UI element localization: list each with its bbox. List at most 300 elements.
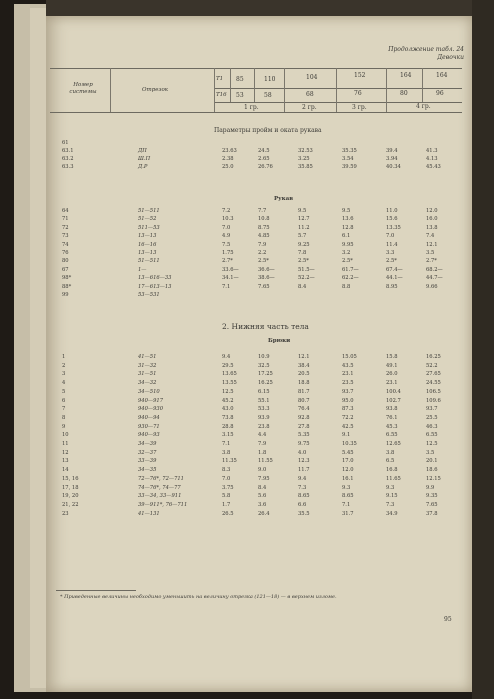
- value-cell: 9.25: [298, 241, 310, 248]
- size-top-1: 85: [236, 76, 244, 83]
- value-cell: 29.5: [222, 362, 234, 369]
- segment-cell: 53—531: [138, 292, 160, 298]
- row-number: 4: [62, 380, 66, 387]
- value-cell: 1.75: [222, 250, 234, 256]
- value-cell: 1.8: [258, 449, 267, 456]
- row-number: 63.3: [62, 164, 74, 170]
- head-vline-6: [336, 68, 337, 112]
- subtitle-label: Девочки: [437, 54, 464, 61]
- segment-cell: 13—13: [138, 233, 157, 240]
- value-cell: 4.4: [258, 432, 267, 439]
- value-cell: 8.65: [298, 493, 310, 500]
- value-cell: 43.0: [222, 406, 234, 413]
- book-page: [46, 16, 472, 692]
- value-cell: 81.7: [298, 388, 310, 395]
- row-number: 8: [62, 414, 66, 421]
- value-cell: 9.95: [342, 241, 354, 248]
- value-cell: 7.0: [222, 224, 231, 231]
- segment-cell: 1—: [138, 266, 147, 273]
- params-section-title: Параметры пройм и оката рукава: [214, 127, 322, 134]
- value-cell: 7.0: [222, 475, 231, 482]
- head-vline-4: [254, 68, 255, 102]
- value-cell: 12.5: [426, 441, 438, 447]
- value-cell: 2.7*: [222, 258, 233, 265]
- value-cell: 52.2—: [298, 275, 315, 282]
- value-cell: 7.9: [258, 241, 267, 248]
- value-cell: 3.3: [386, 250, 395, 256]
- value-cell: 9.4: [222, 354, 231, 360]
- value-cell: 24.55: [426, 380, 441, 387]
- value-cell: 38.4: [298, 362, 310, 369]
- row-number: 63.2: [62, 156, 74, 162]
- value-cell: 2.5*: [342, 258, 353, 265]
- segment-cell: 51—52: [138, 216, 157, 223]
- row-number: 88*: [62, 283, 72, 290]
- value-cell: 5.6: [258, 493, 267, 500]
- value-cell: 7.0: [386, 233, 395, 240]
- value-cell: 39.4: [386, 148, 398, 154]
- value-cell: 36.6—: [258, 266, 275, 273]
- row-number: 21, 22: [62, 501, 79, 508]
- value-cell: 40.34: [386, 164, 401, 170]
- value-cell: 3.5: [426, 449, 435, 456]
- value-cell: 45.2: [222, 397, 234, 404]
- value-cell: 80.7: [298, 397, 310, 404]
- group-1: 1 гр.: [244, 104, 259, 111]
- value-cell: 8.8: [342, 283, 351, 290]
- value-cell: 8.65: [342, 493, 354, 500]
- value-cell: 76.4: [298, 406, 310, 413]
- table-continuation-header: [388, 46, 464, 62]
- value-cell: 25.0: [222, 164, 234, 170]
- segment-cell: 31—32: [138, 362, 157, 369]
- value-cell: 32.5: [258, 362, 270, 369]
- value-cell: 42.5: [342, 423, 354, 430]
- value-cell: 72.2: [342, 414, 354, 421]
- value-cell: 44.1—: [386, 275, 403, 282]
- value-cell: 2.5*: [298, 258, 309, 265]
- value-cell: 10.3: [222, 216, 234, 223]
- value-cell: 27.8: [298, 423, 310, 430]
- value-cell: 4.9: [222, 233, 231, 240]
- height-label-top: Т1: [216, 76, 224, 82]
- value-cell: 12.65: [386, 441, 401, 447]
- trousers-section-title: Брюки: [268, 338, 291, 344]
- segment-cell: 39—911*, 76—711: [138, 501, 188, 508]
- value-cell: 2.65: [258, 156, 270, 162]
- value-cell: 35.85: [298, 164, 313, 170]
- value-cell: 92.8: [298, 414, 310, 421]
- segment-cell: 940—930: [138, 406, 163, 413]
- row-number: 67: [62, 266, 69, 273]
- value-cell: 13.35: [386, 224, 401, 231]
- value-cell: 11.65: [386, 475, 401, 482]
- value-cell: 15.05: [342, 354, 357, 360]
- size-bottom-4: 76: [354, 90, 362, 97]
- value-cell: 7.1: [222, 441, 231, 447]
- value-cell: 93.8: [386, 406, 398, 413]
- value-cell: 2.2: [258, 250, 267, 256]
- value-cell: 15.8: [386, 354, 398, 360]
- segment-cell: Ш.П: [138, 156, 151, 162]
- row-number: 19, 20: [62, 493, 79, 500]
- value-cell: 68.2—: [426, 266, 443, 273]
- value-cell: 12.1: [298, 354, 310, 360]
- value-cell: 3.2: [342, 250, 351, 256]
- value-cell: 4.13: [426, 156, 438, 162]
- segment-cell: Д.Р: [138, 164, 148, 170]
- row-number: 3: [62, 371, 66, 378]
- value-cell: 5.35: [298, 432, 310, 439]
- segment-cell: 940—917: [138, 397, 163, 404]
- row-number: 2: [62, 362, 66, 369]
- segment-cell: 32—37: [138, 449, 157, 456]
- value-cell: 43.5: [342, 362, 354, 369]
- value-cell: 7.2: [222, 208, 231, 214]
- value-cell: 9.4: [298, 475, 307, 482]
- value-cell: 7.1: [222, 283, 231, 290]
- value-cell: 11.0: [386, 208, 398, 214]
- col-segment: Отрезок: [142, 87, 169, 93]
- value-cell: 16.8: [386, 467, 398, 474]
- value-cell: 25.5: [426, 414, 438, 421]
- value-cell: 100.4: [386, 388, 401, 395]
- value-cell: 7.95: [258, 475, 270, 482]
- lower-section-title: 2. Нижняя часть тела: [222, 322, 309, 331]
- value-cell: 95.0: [342, 397, 354, 404]
- value-cell: 6.5: [386, 458, 395, 465]
- head-mid-rule: [214, 88, 462, 89]
- row-number: 73: [62, 233, 69, 240]
- value-cell: 11.2: [298, 224, 310, 231]
- value-cell: 12.7: [298, 216, 310, 223]
- size-bottom-5: 80: [400, 90, 408, 97]
- value-cell: 12.15: [426, 475, 441, 482]
- value-cell: 9.0: [258, 467, 267, 474]
- segment-cell: 51—511: [138, 258, 160, 265]
- value-cell: 9.3: [386, 484, 395, 491]
- value-cell: 5.45: [342, 449, 354, 456]
- value-cell: 17.0: [342, 458, 354, 465]
- row-number: 99: [62, 292, 69, 298]
- value-cell: 93.9: [258, 414, 270, 421]
- value-cell: 6.6: [298, 501, 307, 508]
- table-top-rule: [50, 68, 462, 69]
- value-cell: 6.55: [426, 432, 438, 439]
- value-cell: 9.35: [426, 493, 438, 500]
- value-cell: 5.8: [222, 493, 231, 500]
- value-cell: 3.54: [342, 156, 354, 162]
- value-cell: 45.43: [426, 164, 441, 170]
- value-cell: 109.6: [426, 397, 441, 404]
- value-cell: 13.6: [342, 216, 354, 223]
- value-cell: 16.25: [258, 380, 273, 387]
- row-number: 10: [62, 432, 69, 439]
- value-cell: 27.65: [426, 371, 441, 378]
- value-cell: 2.7*: [426, 258, 437, 265]
- segment-cell: 74—76*, 74—77: [138, 484, 181, 491]
- value-cell: 15.6: [386, 216, 398, 223]
- value-cell: 11.7: [298, 467, 310, 474]
- value-cell: 23.5: [342, 380, 354, 387]
- size-top-2: 110: [264, 76, 276, 83]
- value-cell: 7.65: [426, 501, 438, 508]
- value-cell: 6.1: [342, 233, 351, 240]
- value-cell: 9.15: [386, 493, 398, 500]
- value-cell: 4.85: [258, 233, 270, 240]
- value-cell: 49.1: [386, 362, 398, 369]
- table-head-rule: [50, 112, 462, 113]
- value-cell: 12.5: [222, 388, 234, 395]
- footnote: * Приведенные величины необходимо уменьшить на величину отрезка (121—18) — в верхнем изломе.: [60, 594, 337, 600]
- size-top-5: 164: [400, 72, 412, 79]
- row-number: 80: [62, 258, 69, 265]
- value-cell: 35.35: [342, 148, 357, 154]
- value-cell: 24.5: [258, 148, 270, 154]
- row-number: 6: [62, 397, 66, 404]
- value-cell: 18.6: [426, 467, 438, 474]
- segment-cell: 33—39: [138, 458, 157, 465]
- row-number: 11: [62, 441, 69, 447]
- value-cell: 5.7: [298, 233, 307, 240]
- value-cell: 8.4: [258, 484, 267, 491]
- value-cell: 16.25: [426, 354, 441, 360]
- value-cell: 3.75: [222, 484, 234, 491]
- value-cell: 8.95: [386, 283, 398, 290]
- row-number: 98*: [62, 275, 72, 282]
- value-cell: 87.3: [342, 406, 354, 413]
- value-cell: 3.6: [258, 501, 267, 508]
- segment-cell: 41—51: [138, 354, 157, 360]
- row-number: 12: [62, 449, 69, 456]
- group-3: 3 гр.: [352, 104, 367, 111]
- value-cell: 67.4—: [386, 266, 403, 273]
- value-cell: 2.5*: [386, 258, 397, 265]
- value-cell: 2.5*: [258, 258, 269, 265]
- row-number: 7: [62, 406, 66, 413]
- value-cell: 7.9: [258, 441, 267, 447]
- value-cell: 9.75: [298, 441, 310, 447]
- value-cell: 7.3: [298, 484, 307, 491]
- value-cell: 23.63: [222, 148, 237, 154]
- value-cell: 52.2: [426, 362, 438, 369]
- value-cell: 7.4: [426, 233, 435, 240]
- value-cell: 9.1: [342, 432, 351, 439]
- head-vline-7: [386, 68, 387, 112]
- value-cell: 7.1: [342, 501, 351, 508]
- segment-cell: 16—16: [138, 241, 157, 248]
- row-number: 1: [62, 354, 66, 360]
- value-cell: 7.8: [298, 250, 307, 256]
- continuation-label: Продолжение табл. 24: [388, 46, 464, 53]
- value-cell: 106.5: [426, 388, 441, 395]
- head-vline-3: [230, 68, 231, 102]
- value-cell: 34.1—: [222, 275, 239, 282]
- value-cell: 3.5: [426, 250, 435, 256]
- segment-cell: 51—511: [138, 208, 160, 214]
- row-number: 23: [62, 510, 69, 517]
- value-cell: 12.8: [342, 224, 354, 231]
- value-cell: 51.5—: [298, 266, 315, 273]
- value-cell: 23.8: [258, 423, 270, 430]
- size-bottom-3: 68: [306, 91, 314, 98]
- value-cell: 4.0: [298, 449, 307, 456]
- value-cell: 55.1: [258, 397, 270, 404]
- segment-cell: ДП: [138, 148, 147, 154]
- segment-cell: 33—34, 33—911: [138, 493, 182, 500]
- value-cell: 23.1: [342, 371, 354, 378]
- value-cell: 2.38: [222, 156, 234, 162]
- segment-cell: 34—39: [138, 441, 157, 447]
- value-cell: 8.4: [298, 283, 307, 290]
- row-number: 74: [62, 241, 69, 248]
- value-cell: 11.55: [258, 458, 273, 465]
- segment-cell: 72—76*, 72—711: [138, 475, 184, 482]
- value-cell: 35.5: [298, 510, 310, 517]
- value-cell: 26.4: [258, 510, 270, 517]
- value-cell: 7.7: [258, 208, 267, 214]
- value-cell: 16.1: [342, 475, 354, 482]
- segment-cell: 34—510: [138, 388, 160, 395]
- group-2: 2 гр.: [302, 104, 317, 111]
- value-cell: 9.9: [426, 484, 435, 491]
- value-cell: 33.6—: [222, 266, 239, 273]
- row-number: 17, 18: [62, 484, 79, 491]
- value-cell: 13.8: [426, 224, 438, 231]
- row-number: 61: [62, 140, 69, 146]
- value-cell: 20.5: [298, 371, 310, 378]
- value-cell: 3.94: [386, 156, 398, 162]
- value-cell: 1.7: [222, 501, 231, 508]
- right-shadow: [472, 0, 494, 699]
- value-cell: 13.55: [222, 380, 237, 387]
- head-vline-2: [214, 68, 215, 112]
- segment-cell: 940—93: [138, 432, 160, 439]
- value-cell: 7.65: [258, 283, 270, 290]
- value-cell: 46.3: [426, 423, 438, 430]
- row-number: 14: [62, 467, 69, 474]
- value-cell: 32.53: [298, 148, 313, 154]
- group-4: 4 гр.: [416, 103, 431, 110]
- value-cell: 12.0: [426, 208, 438, 214]
- value-cell: 10.35: [342, 441, 357, 447]
- value-cell: 6.55: [386, 432, 398, 439]
- segment-cell: 511—53: [138, 224, 160, 231]
- value-cell: 9.5: [298, 208, 307, 214]
- top-shadow: [46, 0, 472, 16]
- segment-cell: 13—616—33: [138, 275, 172, 282]
- value-cell: 8.3: [222, 467, 231, 474]
- value-cell: 3.8: [222, 449, 231, 456]
- value-cell: 18.8: [298, 380, 310, 387]
- value-cell: 28.8: [222, 423, 234, 430]
- row-number: 9: [62, 423, 66, 430]
- segment-cell: 34—35: [138, 467, 157, 474]
- value-cell: 9.3: [342, 484, 351, 491]
- value-cell: 62.2—: [342, 275, 359, 282]
- value-cell: 12.0: [342, 467, 354, 474]
- segment-cell: 940—94: [138, 414, 160, 421]
- row-number: 13: [62, 458, 69, 465]
- size-bottom-1: 53: [236, 92, 244, 99]
- segment-cell: 31—51: [138, 371, 157, 378]
- segment-cell: 17—613—13: [138, 283, 172, 290]
- sleeve-section-title: Рукав: [274, 196, 294, 202]
- value-cell: 9.5: [342, 208, 351, 214]
- value-cell: 3.25: [298, 156, 310, 162]
- value-cell: 26.76: [258, 164, 273, 170]
- value-cell: 45.3: [386, 423, 398, 430]
- value-cell: 39.59: [342, 164, 357, 170]
- value-cell: 26.0: [386, 371, 398, 378]
- value-cell: 6.15: [258, 388, 270, 395]
- value-cell: 7.3: [386, 501, 395, 508]
- value-cell: 76.1: [386, 414, 398, 421]
- row-number: 71: [62, 216, 69, 223]
- value-cell: 11.35: [222, 458, 237, 465]
- value-cell: 31.7: [342, 510, 354, 517]
- page-number: 95: [444, 616, 452, 623]
- size-top-4: 152: [354, 72, 366, 79]
- value-cell: 38.6—: [258, 275, 275, 282]
- col-system-number: Номер системы: [69, 82, 97, 95]
- value-cell: 41.3: [426, 148, 438, 154]
- value-cell: 61.7—: [342, 266, 359, 273]
- value-cell: 93.7: [342, 388, 354, 395]
- segment-cell: 13—13: [138, 250, 157, 256]
- size-bottom-6: 96: [436, 90, 444, 97]
- value-cell: 9.66: [426, 283, 438, 290]
- value-cell: 37.8: [426, 510, 438, 517]
- value-cell: 11.4: [386, 241, 398, 248]
- value-cell: 73.8: [222, 414, 234, 421]
- size-top-6: 164: [436, 72, 448, 79]
- footnote-rule: [56, 590, 136, 591]
- segment-cell: 41—131: [138, 510, 160, 517]
- height-label-bottom: Т16: [216, 92, 227, 98]
- value-cell: 16.0: [426, 216, 438, 223]
- row-number: 5: [62, 388, 66, 395]
- value-cell: 10.8: [258, 216, 270, 223]
- head-vline-8: [422, 68, 423, 102]
- row-number: 72: [62, 224, 69, 231]
- segment-cell: 930—71: [138, 423, 160, 430]
- value-cell: 102.7: [386, 397, 401, 404]
- value-cell: 34.9: [386, 510, 398, 517]
- head-vline-1: [110, 68, 111, 112]
- value-cell: 44.7—: [426, 275, 443, 282]
- value-cell: 7.5: [222, 241, 231, 248]
- value-cell: 10.9: [258, 354, 270, 360]
- value-cell: 93.7: [426, 406, 438, 413]
- row-number: 63.1: [62, 148, 74, 154]
- value-cell: 12.3: [298, 458, 310, 465]
- value-cell: 12.1: [426, 241, 438, 248]
- value-cell: 13.65: [222, 371, 237, 378]
- row-number: 15, 16: [62, 475, 79, 482]
- size-bottom-2: 58: [264, 92, 272, 99]
- value-cell: 8.75: [258, 224, 270, 231]
- row-number: 64: [62, 208, 69, 214]
- row-number: 76: [62, 250, 69, 256]
- size-top-3: 104: [306, 74, 318, 81]
- value-cell: 17.25: [258, 371, 273, 378]
- value-cell: 26.5: [222, 510, 234, 517]
- value-cell: 3.8: [386, 449, 395, 456]
- segment-cell: 34—32: [138, 380, 157, 387]
- value-cell: 20.1: [426, 458, 438, 465]
- value-cell: 53.3: [258, 406, 270, 413]
